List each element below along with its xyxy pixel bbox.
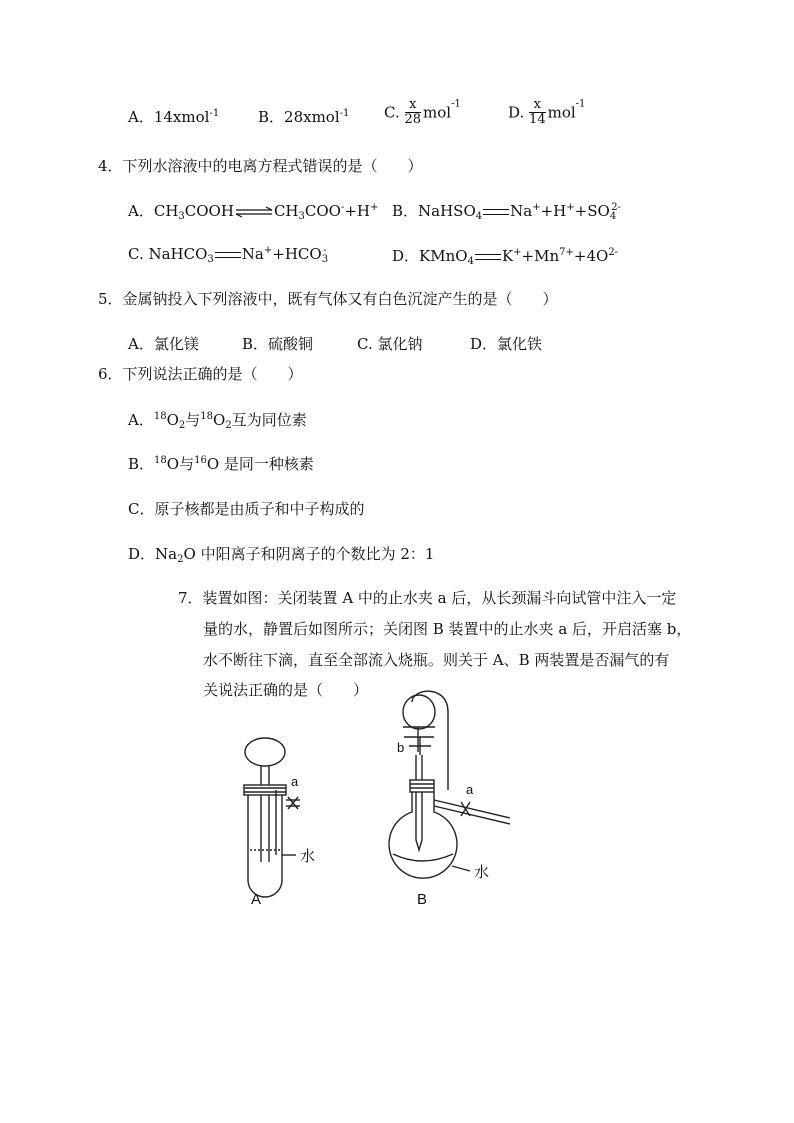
label-water-a: 水 [300, 848, 316, 865]
label-a-clamp-b: a [466, 782, 474, 797]
q7-line-3: 水不断往下滴，直至全部流入烧瓶。则关于 A、B 两装置是否漏气的有 [203, 651, 670, 669]
q4-option-d: D．KMnO$_4$ $K^++Mn^{7+}+4O^{2-}$ [392, 247, 619, 267]
q6-stem: 6．下列说法正确的是（ ） [98, 365, 303, 383]
q5-option-a: A．氯化镁 [128, 335, 199, 353]
q5-stem: 5．金属钠投入下列溶液中，既有气体又有白色沉淀产生的是（ ） [98, 290, 558, 308]
q3-option-d: D. $\frac{x}{14}$ mol$^{-1}$ [508, 97, 586, 127]
q3-option-c: C. $\frac{x}{28}$ mol$^{-1}$ [384, 97, 461, 127]
q7-line-1: 7．装置如图：关闭装置 A 中的止水夹 a 后，从长颈漏斗向试管中注入一定 [178, 589, 677, 607]
equals-sign-icon [215, 252, 241, 258]
q6-option-a: A．$^{18}O_2$与$^{18}O_2$互为同位素 [128, 411, 307, 431]
q3-option-a: A．14xmol$^{-1}$ [128, 108, 220, 126]
apparatus-b [389, 691, 510, 878]
equals-sign-icon [483, 209, 509, 215]
label-water-b: 水 [474, 864, 490, 881]
q4-option-b: B．NaHSO$_4$ $Na^++H^++SO_4^{2-}$ [392, 202, 621, 222]
q5-option-c: C. 氯化钠 [357, 335, 423, 353]
apparatus-a [244, 738, 300, 897]
q6-option-d: D．$Na_2O$ 中阳离子和阴离子的个数比为 2：1 [128, 545, 435, 565]
q5-option-d: D．氯化铁 [470, 335, 543, 353]
q4-stem: 4．下列水溶液中的电离方程式错误的是（ ） [98, 157, 423, 175]
q6-option-b: B．$^{18}$O与$^{16}$O 是同一种核素 [128, 455, 314, 473]
q7-line-4: 关说法正确的是（ ） [203, 681, 369, 699]
label-a-clamp: a [291, 774, 299, 789]
q6-option-c: C．原子核都是由质子和中子构成的 [128, 500, 365, 518]
fraction-x-over-14: $\frac{x}{14}$ [529, 97, 546, 127]
label-b: b [397, 740, 405, 755]
label-B: B [417, 891, 428, 908]
q5-option-b: B．硫酸铜 [242, 335, 314, 353]
equilibrium-arrow-icon [234, 207, 274, 217]
label-A: A [251, 891, 262, 908]
equals-sign-icon [475, 254, 501, 260]
q4-option-c: C. NaHCO$_3$ $Na^++HCO_3^-$ [128, 245, 329, 265]
fraction-x-over-28: $\frac{x}{28}$ [404, 97, 422, 127]
q4-option-a: A．$CH_3COOH$ $CH_3COO^-+H^+$ [128, 202, 379, 222]
q3-option-b: B．28xmol$^{-1}$ [258, 108, 350, 126]
q7-line-2: 量的水，静置后如图所示；关闭图 B 装置中的止水夹 a 后，开启活塞 b， [203, 620, 692, 638]
